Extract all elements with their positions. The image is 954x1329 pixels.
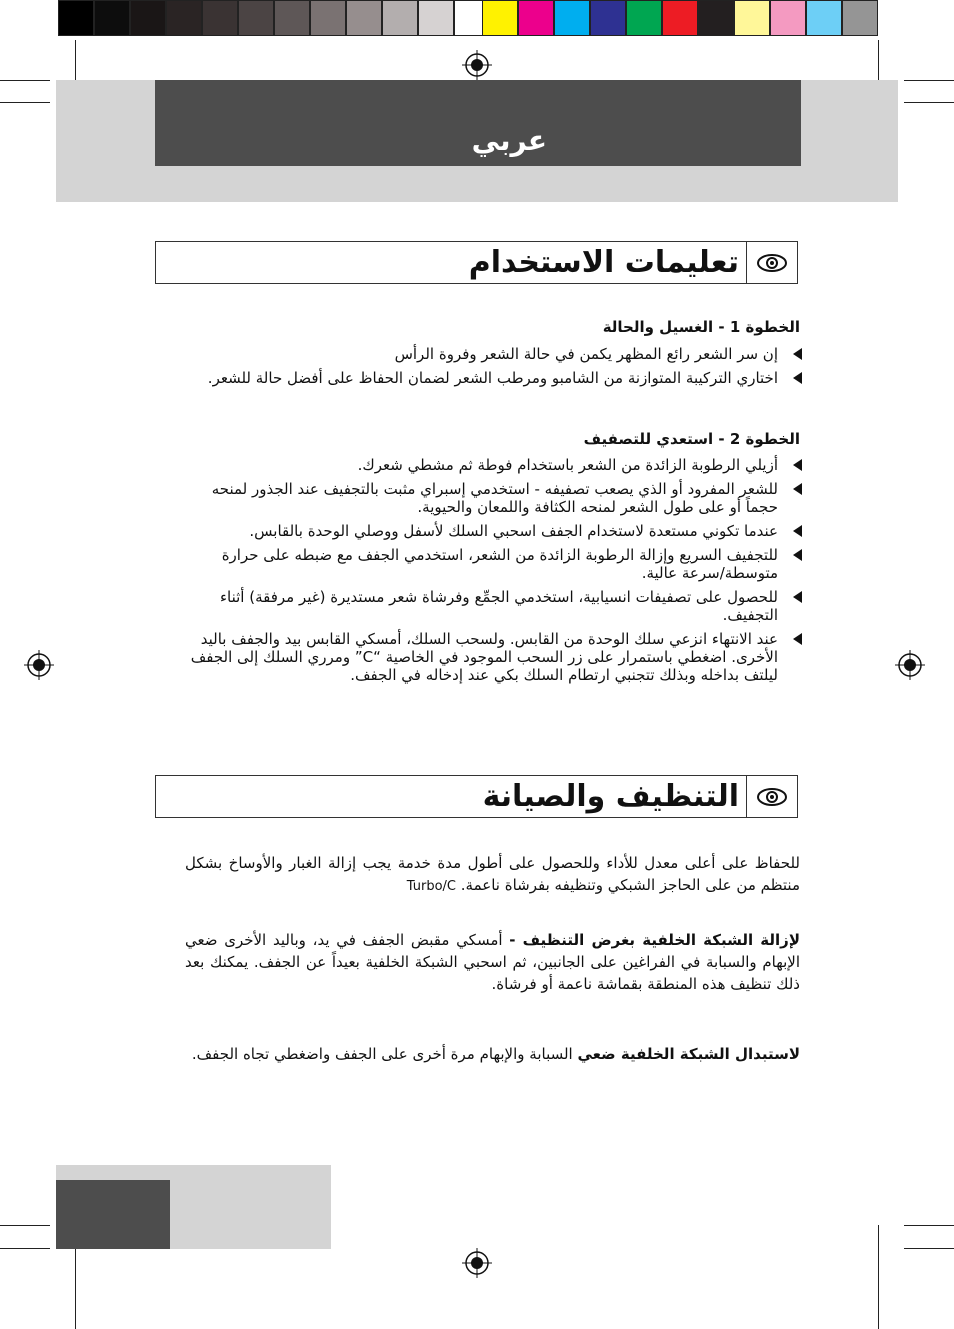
- eye-icon: [746, 242, 797, 283]
- list-item: للشعر المفرود أو الذي يصعب تصفيفه - استخدمي إسبراي مثبت بالتجفيف عند الجذور لمنحه حجماً أو على طول الشعر لمنحه الكثافة واللمعان والحيوية.: [182, 480, 802, 516]
- calibration-swatch: [806, 0, 842, 36]
- calibration-swatch: [346, 0, 382, 36]
- calibration-swatch: [238, 0, 274, 36]
- bullet-arrow-icon: [793, 459, 802, 471]
- calibration-swatch: [382, 0, 418, 36]
- calibration-swatch: [310, 0, 346, 36]
- crop-mark: [0, 1225, 50, 1226]
- section-title-usage: [155, 241, 798, 284]
- crop-mark: [904, 80, 954, 81]
- step2-list: [182, 456, 802, 690]
- section-title-text: التنظيف والصيانة: [482, 779, 739, 814]
- step1-list: [182, 345, 802, 393]
- calibration-swatch: [734, 0, 770, 36]
- model-reference: Turbo/C: [406, 879, 456, 894]
- calibration-swatch: [482, 0, 518, 36]
- bullet-arrow-icon: [793, 348, 802, 360]
- calibration-swatch: [94, 0, 130, 36]
- calibration-swatch: [130, 0, 166, 36]
- step2-title: الخطوة 2 - استعدي للتصفيف: [583, 430, 800, 448]
- calibration-swatch: [58, 0, 94, 36]
- bullet-arrow-icon: [793, 372, 802, 384]
- registration-mark-icon: [462, 1248, 492, 1278]
- calibration-swatch: [698, 0, 734, 36]
- bullet-arrow-icon: [793, 549, 802, 561]
- crop-mark: [878, 1225, 879, 1329]
- cleaning-paragraph-2: لإزالة الشبكة الخلفية بغرض التنظيف - أمسكي مقبض الجفف في يد، وباليد الأخرى ضعي الإبهام والسبابة في الفراغين على الجانبين، ثم اسحبي الشبكة الخلفية بعيداً عن الجفف. يمكنك بعد ذلك تنظيف هذه المنطقة بقماشة ناعمة أو فرشاة.: [185, 931, 800, 993]
- list-item: للحصول على تصفيفات انسيابية، استخدمي الجمِّع وفرشاة شعر مستديرة (غير مرفقة) أثناء التجفيف.: [182, 588, 802, 624]
- color-calibration-bar: [482, 0, 878, 38]
- list-item: عندما تكوني مستعدة لاستخدام الجفف اسحبي السلك لأسفل ووصلي الوحدة بالقابس.: [182, 522, 802, 540]
- crop-mark: [0, 102, 50, 103]
- crop-mark: [0, 1248, 50, 1249]
- crop-mark: [904, 1248, 954, 1249]
- header-title-bar: [155, 80, 801, 166]
- section-title-text: تعليمات الاستخدام: [468, 245, 739, 280]
- calibration-swatch: [842, 0, 878, 36]
- registration-mark-icon: [895, 650, 925, 680]
- calibration-swatch: [418, 0, 454, 36]
- calibration-swatch: [662, 0, 698, 36]
- calibration-swatch: [626, 0, 662, 36]
- bullet-arrow-icon: [793, 633, 802, 645]
- calibration-swatch: [590, 0, 626, 36]
- cleaning-paragraph-1: للحفاظ على أعلى معدل للأداء وللحصول على أطول مدة خدمة يجب إزالة الغبار والأوساخ بشكل منتظم من على الحاجز الشبكي وتنظيفه بفرشاة ناعمة. Turbo/C: [185, 854, 800, 894]
- list-item: للتجفيف السريع وإزالة الرطوبة الزائدة من الشعر، استخدمي الجفف مع ضبطه على حرارة متوسطة/سرعة عالية.: [182, 546, 802, 582]
- bullet-arrow-icon: [793, 591, 802, 603]
- cleaning-paragraph-3: لاستبدال الشبكة الخلفية ضعي السبابة والإبهام مرة أخرى على الجفف واضغطي تجاه الجفف.: [191, 1045, 800, 1063]
- list-item: اختاري التركيبة المتوازنة من الشامبو ومرطب الشعر لضمان الحفاظ على أفضل حالة للشعر.: [182, 369, 802, 387]
- section-title-cleaning: [155, 775, 798, 818]
- calibration-swatch: [274, 0, 310, 36]
- footer-page-tab: [56, 1180, 170, 1249]
- registration-mark-icon: [24, 650, 54, 680]
- bullet-arrow-icon: [793, 483, 802, 495]
- bullet-arrow-icon: [793, 525, 802, 537]
- list-item: إن سر الشعر رائع المظهر يكمن في حالة الشعر وفروة الرأس: [182, 345, 802, 363]
- list-item: عند الانتهاء انزعي سلك الوحدة من القابس. ولسحب السلك، أمسكي القابس بيد والجفف باليد الأخرى. اضغطي باستمرار على زر السحب الموجود في الخاصية “C” ومرري السلك إلى الجفف ليلتف بداخله وبذلك تتجنبي ارتطام السلك بكي عند إدخاله في الجفف.: [182, 630, 802, 684]
- registration-mark-icon: [462, 50, 492, 80]
- gray-calibration-bar: [58, 0, 490, 38]
- calibration-swatch: [166, 0, 202, 36]
- eye-icon: [746, 776, 797, 817]
- crop-mark: [0, 80, 50, 81]
- calibration-swatch: [202, 0, 238, 36]
- step1-title: الخطوة 1 - الغسيل والحالة: [602, 318, 800, 336]
- crop-mark: [904, 1225, 954, 1226]
- list-item: أزيلي الرطوبة الزائدة من الشعر باستخدام فوطة ثم مشطي شعرك.: [182, 456, 802, 474]
- calibration-swatch: [554, 0, 590, 36]
- calibration-swatch: [770, 0, 806, 36]
- language-title: عربي: [471, 124, 547, 157]
- calibration-swatch: [518, 0, 554, 36]
- crop-mark: [904, 102, 954, 103]
